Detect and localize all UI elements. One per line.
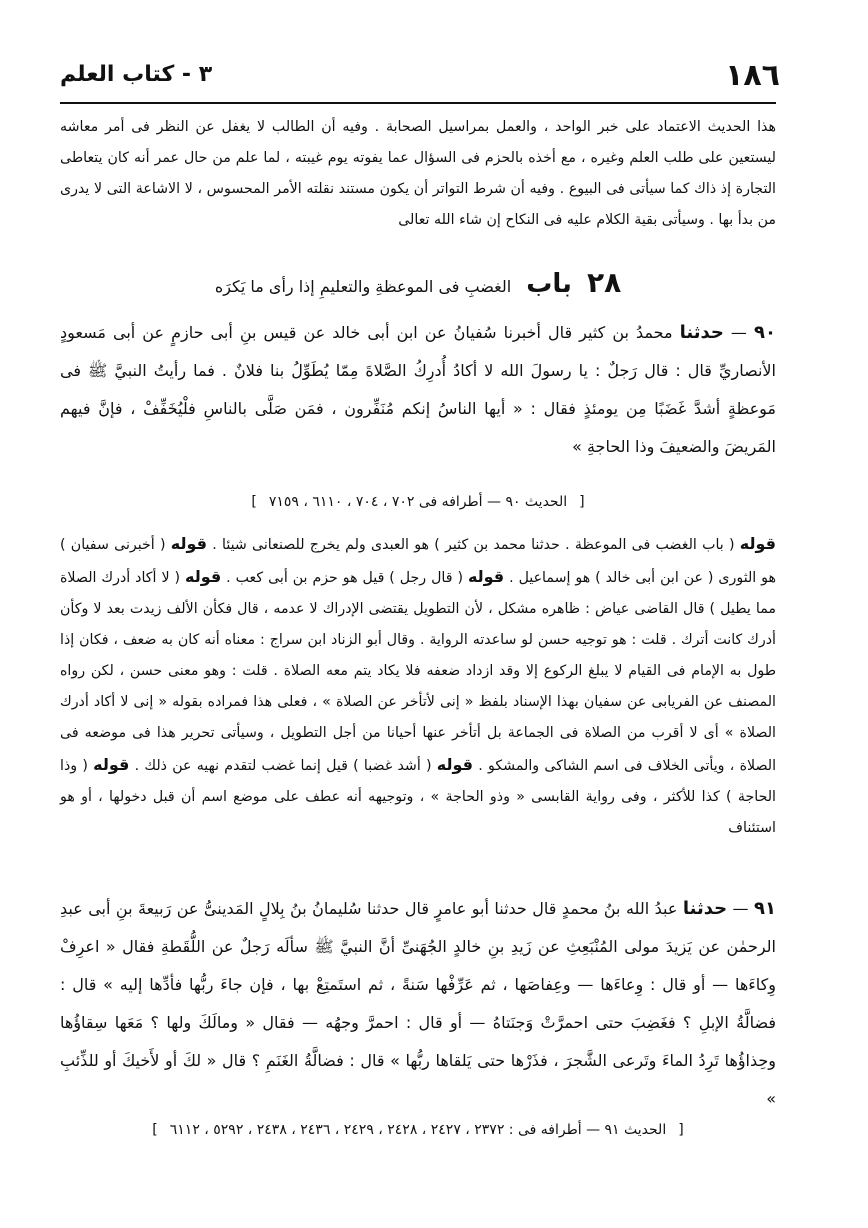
chapter-bab-word: باب — [526, 269, 572, 299]
atraf-90 — [60, 494, 776, 510]
sharh-text: ( قال رجل ) قيل هو حزم بن أبى كعب . — [226, 570, 463, 586]
chapter-title: الغضبِ فى الموعظةِ والتعليمِ إذا رأى ما يَكرَه — [214, 277, 512, 296]
atraf-91 — [60, 1122, 776, 1138]
hadith-text: عبدُ الله بنُ محمدٍ قال حدثنا أبو عامرٍ قال حدثنا سُليمانُ بنُ بِلالٍ المَدينىُّ عن رَبيعةَ بنِ أبى عبدِ الرحمٰن عن يَزيدَ مولى المُنْبَعِثِ عن زَيدِ بنِ خالدٍ الجُهَنىِّ أنَّ النبيَّ ﷺ سألَه رَجلٌ عن اللُّقَطةِ فقال « اعرِفْ وِكاءَها — أو قال : وِعاءَها — وعِفاصَها ، ثم عَرِّفْها سَنةً ، ثم استَمتِعْ بها ، فإن جاءَ ربُّها فأدِّها إليه » قال : فضالَّةُ الإبلِ ؟ فغَضِبَ حتى احمرَّتْ وَجنَتاهُ — أو قال : احمرَّ وجهُه — فقال « ومالَكَ ولها ؟ مَعَها سِقاؤُها وحِذاؤُها تَرِدُ الماءَ وتَرعى الشَّجرَ ، فذَرْها حتى يَلقاها ربُّها » قال : فضالَّةُ الغَنَمِ ؟ قال « لكَ أو لأَخيكَ أو للذِّئبِ » — [60, 899, 776, 1108]
bracket-open: [ — [579, 494, 585, 510]
page-number: ١٨٦ — [725, 58, 780, 93]
chapter-heading — [60, 266, 776, 299]
bracket-close: ] — [152, 1122, 158, 1138]
sharh-text: ( باب الغضب فى الموعظة . حدثنا محمد بن كثير ) هو العبدى ولم يخرج للصنعانى شيئا . — [212, 537, 735, 553]
hadith-number: ٩٠ — [754, 322, 776, 343]
chapter-number: ٢٨ — [586, 266, 622, 299]
sharh-text: ( أخبرنى سفيان ) هو الثورى ( عن ابن أبى خالد ) هو إسماعيل . — [60, 537, 776, 586]
intro-text: هذا الحديث الاعتماد على خبر الواحد ، والعمل بمراسيل الصحابة . وفيه أن الطالب لا يغفل عن النظر فى أمر معاشه ليستعين على طلب العلم وغيره ، مع أخذه بالحزم فى السؤال عما يفوته يوم غيبته ، لما علم من حال عمر أنه كان يتعاطى التجارة إذ ذاك كما سيأتى فى البيوع . وفيه أن شرط التواتر أن يكون مستند نقلته الأمر المحسوس ، لا الاشاعة التى لا يدرى من بدأ بها . وسيأتى بقية الكلام عليه فى النكاح إن شاء الله تعالى — [60, 119, 776, 228]
sharh-text: ( لا أكاد أدرك الصلاة مما يطيل ) قال القاضى عياض : ظاهره مشكل ، لأن التطويل يقتضى الإدراك لا عدمه ، قال فكأن الألف زيدت بعد لا وكأن أدرك كانت أترك . قلت : هو توجيه حسن لو ساعدته الرواية . وقال أبو الزناد ابن سراج : معناه أنه كان به ضعف ، فكان إذا طول به الإمام فى القيام لا يبلغ الركوع إلا وقد ازداد ضعفه فلا يكاد يتم معه الصلاة . قلت : وهو معنى حسن ، لكن رواه المصنف عن الفريابى عن سفيان بهذا الإسناد بلفظ « إنى لأتأخر عن الصلاة » ، فعلى هذا فمراده بقوله « إنى لا أكاد أدرك الصلاة » أى لا أقرب من الصلاة فى الجماعة بل أتأخر عنها أحيانا من أجل التطويل ، وسيأتى تحرير هذا فى موضعه فى الصلاة ، ويأتى الخلاف فى اسم الشاكى والمشكو . — [60, 570, 777, 774]
qawluh-label: قوله — [436, 755, 473, 774]
sharh-text: ( أشد غضبا ) قيل إنما غضب لتقدم نهيه عن ذلك . — [134, 758, 432, 774]
atraf-text: الحديث ٩٠ — أطرافه فى ٧٠٢ ، ٧٠٤ ، ٦١١٠ ، ٧١٥٩ — [268, 494, 568, 510]
qawluh-label: قوله — [184, 567, 222, 586]
hadith-text: محمدُ بن كثير قال أخبرنا سُفيانُ عن ابن أبى خالد عن قيس بنِ أبى حازمٍ عن أبى مَسعودٍ الأنصاريِّ قال : قال رَجلٌ : يا رسولَ الله لا أكادُ أُدرِكُ الصَّلاةَ مِمّا يُطَوِّلُ بنا فلانٌ . فما رأيتُ النبيَّ ﷺ فى مَوعظةٍ أشدَّ غَضَبًا مِن يومئذٍ فقال : « أيها الناسُ إنكم مُنَفِّرون ، فمَن صَلَّى بالناسِ فلْيُخَفِّفْ ، فإنَّ فيهم المَريضَ والضعيفَ وذا الحاجةِ » — [60, 323, 776, 456]
book-title: ٣ - كتاب العلم — [60, 62, 213, 87]
sharh-90 — [60, 528, 776, 844]
header-rule — [60, 102, 776, 104]
hadith-91: ٩١ — حدثنا عبدُ الله بنُ محمدٍ قال حدثنا أبو عامرٍ قال حدثنا سُليمانُ بنُ بِلالٍ المَدينىُّ عن رَبيعةَ بنِ أبى عبدِ الرحمٰن عن يَزيدَ مولى المُنْبَعِثِ عن زَيدِ بنِ خالدٍ الجُهَنىِّ أنَّ النبيَّ ﷺ سألَه رَجلٌ عن اللُّقَطةِ فقال « اعرِفْ وِكاءَها — أو قال : وِعاءَها — وعِفاصَها ، ثم عَرِّفْها سَنةً ، ثم استَمتِعْ بها ، فإن جاءَ ربُّها فأدِّها إليه » قال : فضالَّةُ الإبلِ ؟ فغَضِبَ حتى احمرَّتْ وَجنَتاهُ — أو قال : احمرَّ وجهُه — فقال « ومالَكَ ولها ؟ مَعَها سِقاؤُها وحِذاؤُها تَرِدُ الماءَ وتَرعى الشَّجرَ ، فذَرْها حتى يَلقاها ربُّها » قال : فضالَّةُ الغَنَمِ ؟ قال « لكَ أو لأَخيكَ أو للذِّئبِ » — [60, 898, 776, 1108]
hadith-lead: حدثنا — [682, 898, 728, 919]
bracket-close: ] — [251, 494, 257, 510]
qawluh-label: قوله — [170, 534, 207, 553]
intro-paragraph — [60, 112, 776, 236]
hadith-number: ٩١ — [754, 898, 776, 919]
bracket-open: [ — [678, 1122, 684, 1138]
qawluh-label: قوله — [739, 534, 776, 553]
qawluh-label: قوله — [93, 755, 130, 774]
hadith-lead: حدثنا — [679, 322, 724, 343]
sharh-text: ( وذا الحاجة ) كذا للأكثر ، وفى رواية القابسى « وذو الحاجة » ، وتوجيهه أنه عطف على موضع اسم أن قبل دخولها ، أو هو استئناف — [60, 758, 776, 836]
qawluh-label: قوله — [467, 567, 505, 586]
atraf-text: الحديث ٩١ — أطرافه فى : ٢٣٧٢ ، ٢٤٢٧ ، ٢٤٢٨ ، ٢٤٢٩ ، ٢٤٣٦ ، ٢٤٣٨ ، ٥٢٩٢ ، ٦١١٢ — [169, 1122, 667, 1138]
hadith-90: ٩٠ — حدثنا محمدُ بن كثير قال أخبرنا سُفيانُ عن ابن أبى خالد عن قيس بنِ أبى حازمٍ عن أبى مَسعودٍ الأنصاريِّ قال : قال رَجلٌ : يا رسولَ الله لا أكادُ أُدرِكُ الصَّلاةَ مِمّا يُطَوِّلُ بنا فلانٌ . فما رأيتُ النبيَّ ﷺ فى مَوعظةٍ أشدَّ غَضَبًا مِن يومئذٍ فقال : « أيها الناسُ إنكم مُنَفِّرون ، فمَن صَلَّى بالناسِ فلْيُخَفِّفْ ، فإنَّ فيهم المَريضَ والضعيفَ وذا الحاجةِ » — [60, 322, 776, 456]
page-header — [60, 58, 780, 98]
